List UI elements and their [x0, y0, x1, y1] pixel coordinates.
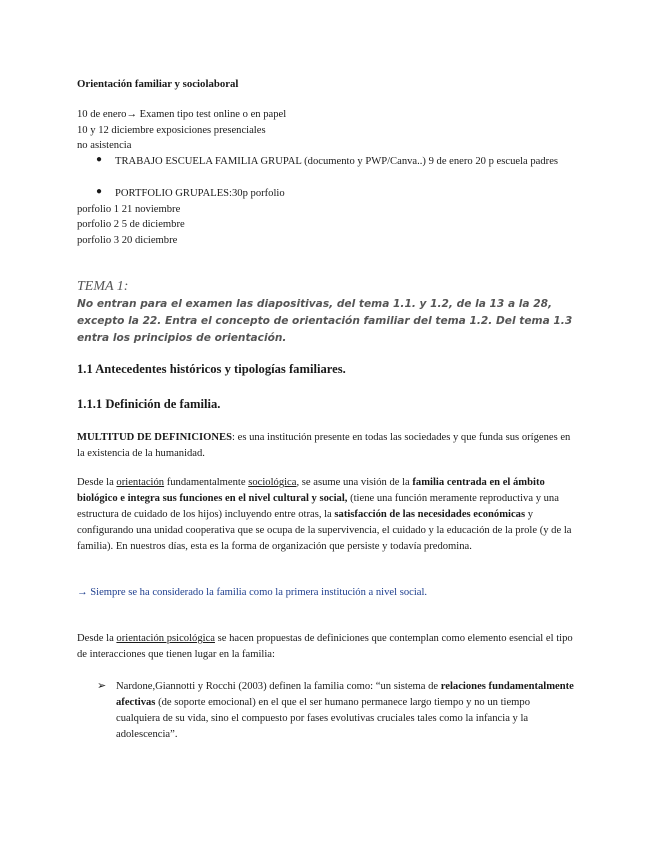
bullet-text: PORTFOLIO GRUPALES:30p porfolio [115, 188, 285, 199]
multitud-text: : es una institución presente en todas las sociedades y que funda sus orígenes en la existencia de la humanidad. [77, 432, 571, 459]
portfolio-line-1: porfolio 1 21 noviembre [77, 204, 181, 215]
portfolio-line-2: porfolio 2 5 de diciembre [77, 219, 185, 230]
section-heading-1-1: 1.1 Antecedentes históricos y tipologías familiares. [77, 362, 346, 376]
tema-heading: TEMA 1: [77, 279, 129, 294]
bullet-dot-icon: ● [96, 154, 103, 165]
section-heading-1-1-1: 1.1.1 Definición de familia. [77, 397, 221, 411]
multitud-label: MULTITUD DE DEFINICIONES [77, 432, 233, 443]
text-run: se hacen propuestas de definiciones que contemplan como elemento esencial el tipo de interacciones que tienen lugar en la familia: [77, 633, 573, 660]
portfolio-line-3: porfolio 3 20 diciembre [77, 235, 178, 246]
exam-note: No entran para el examen las diapositivas, del tema 1.1. y 1.2, de la 13 a la 28, excepto la 22. Entra el concepto de orientación familiar del tema 1.2. Del tema 1.3 entra los principios de orientación. [77, 298, 573, 344]
text-run: Desde la [77, 633, 117, 644]
paragraph-psychological [77, 631, 577, 663]
bullet-dot-icon: ● [96, 186, 103, 197]
text-run: fundamentalmente [164, 477, 249, 488]
text-run: (tiene una función meramente reproductiva y una estructura de cuidado de los hijos) incluyendo entre otras, la [77, 493, 559, 520]
bold-phrase-relaciones: relaciones fundamentalmente afectivas [116, 681, 574, 708]
underlined-term-orientacion: orientación [116, 477, 165, 488]
text-run: (de soporte emocional) en el que el ser humano permanece largo tiempo y no un tiempo cualquiera de su vida, sino el compuesto por fases evolutivas cruciales tales como la infancia y la adolescencia”. [116, 697, 531, 740]
schedule-line-exposiciones: 10 y 12 diciembre exposiciones presenciales [77, 125, 266, 136]
schedule-line-no-asistencia: no asistencia [77, 140, 132, 151]
bullet-text: TRABAJO ESCUELA FAMILIA GRUPAL (documento y PWP/Canva..) 9 de enero 20 p escuela padres [115, 156, 559, 167]
underlined-term-psicologica: orientación psicológica [116, 633, 215, 644]
text-run: Nardone,Giannotti y Rocchi (2003) definen la familia como: “un sistema de [116, 681, 441, 692]
document-title: Orientación familiar y sociolaboral [77, 78, 239, 90]
arrow-bullet-icon: ➢ [97, 680, 107, 692]
quote-text [116, 679, 576, 743]
schedule-line-exam: 10 de enero→ Examen tipo test online o en papel [77, 109, 287, 120]
text-run: , se asume una visión de la [296, 477, 413, 488]
paragraph-sociological [77, 475, 577, 555]
arrow-note: → Siempre se ha considerado la familia como la primera institución a nivel social. [77, 587, 428, 598]
underlined-term-sociologica: sociológica [248, 477, 297, 488]
text-run: Desde la [77, 477, 117, 488]
bold-phrase-familia-centrada: familia centrada en el ámbito biológico e integra sus funciones en el nivel cultural y social, [77, 477, 545, 504]
text-run: y configurando una unidad cooperativa que se ocupa de la supervivencia, el cuidado y la educación de la prole (y de la familia). En nuestros días, esta es la forma de organización que persiste y todavía predomina. [77, 509, 572, 552]
bold-phrase-necesidades: satisfacción de las necesidades económicas [334, 509, 526, 520]
paragraph-multitud [77, 430, 577, 462]
